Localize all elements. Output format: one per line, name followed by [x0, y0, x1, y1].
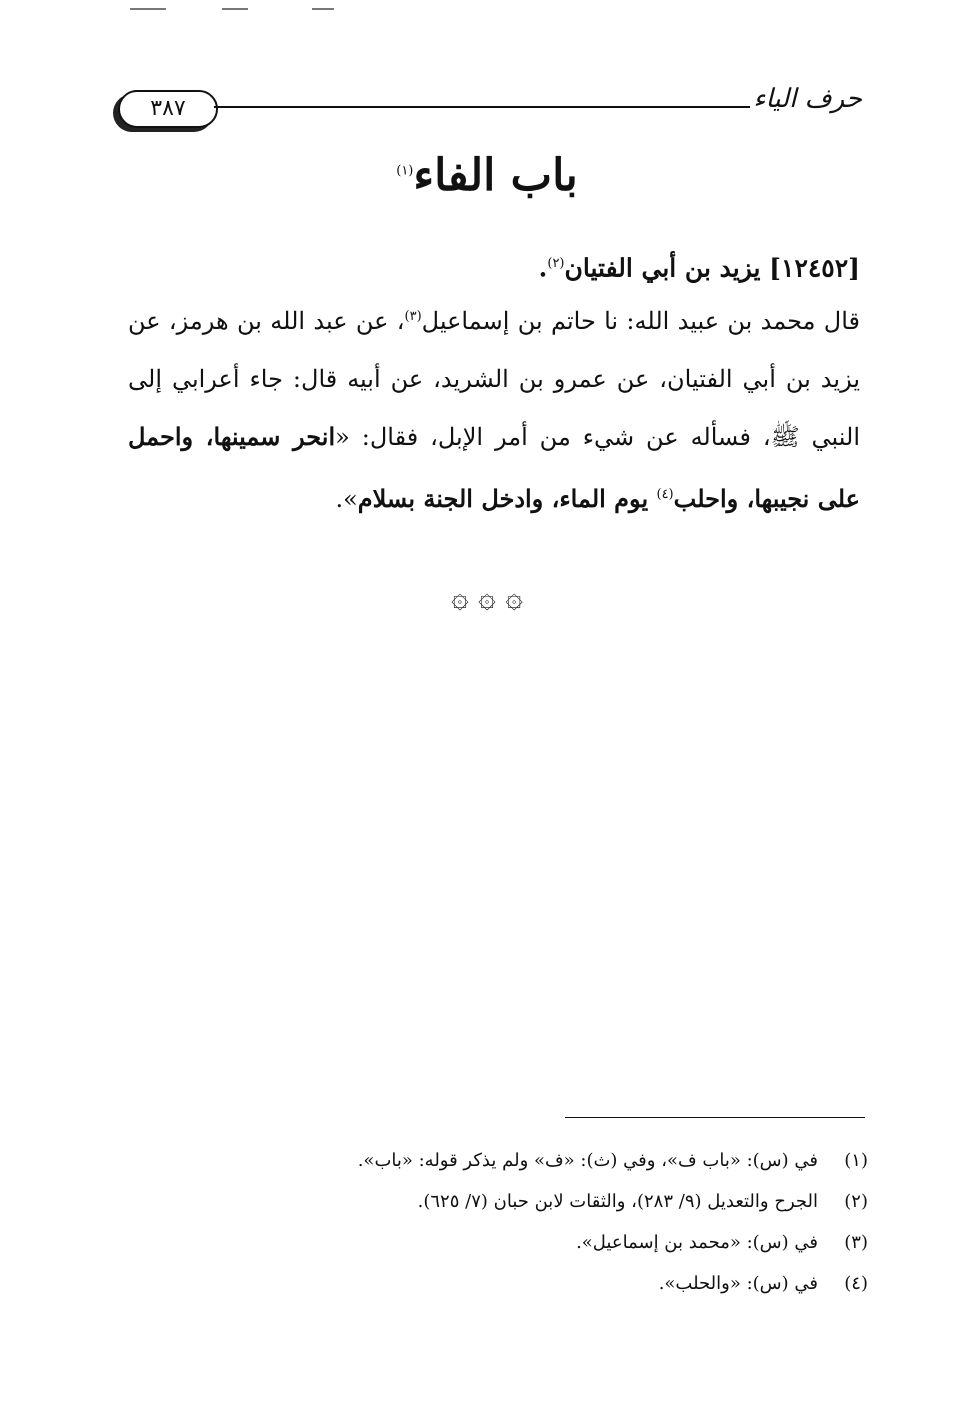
footnote-text: في (س): «باب ف»، وفي (ث): «ف» ولم يذكر قوله: «باب».: [357, 1150, 818, 1171]
scan-artifact-marks: [0, 4, 974, 14]
footnote-number: (١): [844, 1150, 868, 1171]
entry-name: يزيد بن أبي الفتيان: [564, 253, 761, 283]
footnote-2: [310, 1181, 868, 1222]
body-part-2: ، عن عبد الله بن هرمز، عن يزيد بن أبي الفتيان، عن عمرو بن الشريد، عن أبيه قال: جاء أعرابي إلى النبي ﷺ، فسأله عن شيء من أمر الإبل، فقال: «: [128, 307, 860, 451]
chapter-title: [0, 150, 974, 201]
footnote-number: (٢): [844, 1191, 868, 1212]
header-rule: [214, 106, 750, 108]
entry-body: [128, 288, 860, 528]
body-part-1: قال محمد بن عبيد الله: نا حاتم بن إسماعيل: [421, 307, 861, 335]
footnote-text: في (س): «محمد بن إسماعيل».: [576, 1232, 818, 1253]
page-number: ٣٨٧: [118, 90, 218, 128]
chapter-title-text: باب الفاء: [413, 150, 578, 201]
footnote-4: [310, 1263, 868, 1304]
hadith-text-1: انحر سمينها، واحمل على نجيبها، واحلب: [128, 422, 860, 513]
entry-heading: [128, 244, 860, 288]
section-divider-ornaments: ۞ ۞ ۞: [451, 580, 523, 615]
footnote-ref-2: (٢): [547, 256, 565, 271]
footnote-number: (٣): [844, 1232, 868, 1253]
footnote-3: [310, 1222, 868, 1263]
footnotes: [310, 1140, 868, 1304]
entry-end: .: [538, 253, 548, 283]
page-header: [112, 84, 862, 136]
footnote-rule: [565, 1117, 865, 1118]
footnote-1: [310, 1140, 868, 1181]
footnote-ref-3: (٣): [404, 309, 422, 324]
body-part-3: ».: [335, 485, 358, 513]
running-head: حرف الياء: [753, 84, 862, 114]
footnote-ref-4: (٤): [656, 487, 674, 502]
entry-number: [١٢٤٥٢]: [769, 253, 860, 283]
footnote-ref-1: (١): [396, 163, 414, 179]
main-text: [128, 244, 860, 528]
footnote-text: الجرح والتعديل (٩/ ٢٨٣)، والثقات لابن حبان (٧/ ٦٢٥).: [417, 1191, 818, 1212]
footnote-text: في (س): «والحلب».: [658, 1273, 818, 1294]
footnote-number: (٤): [844, 1273, 868, 1294]
hadith-text-2: يوم الماء، وادخل الجنة بسلام: [357, 484, 657, 513]
